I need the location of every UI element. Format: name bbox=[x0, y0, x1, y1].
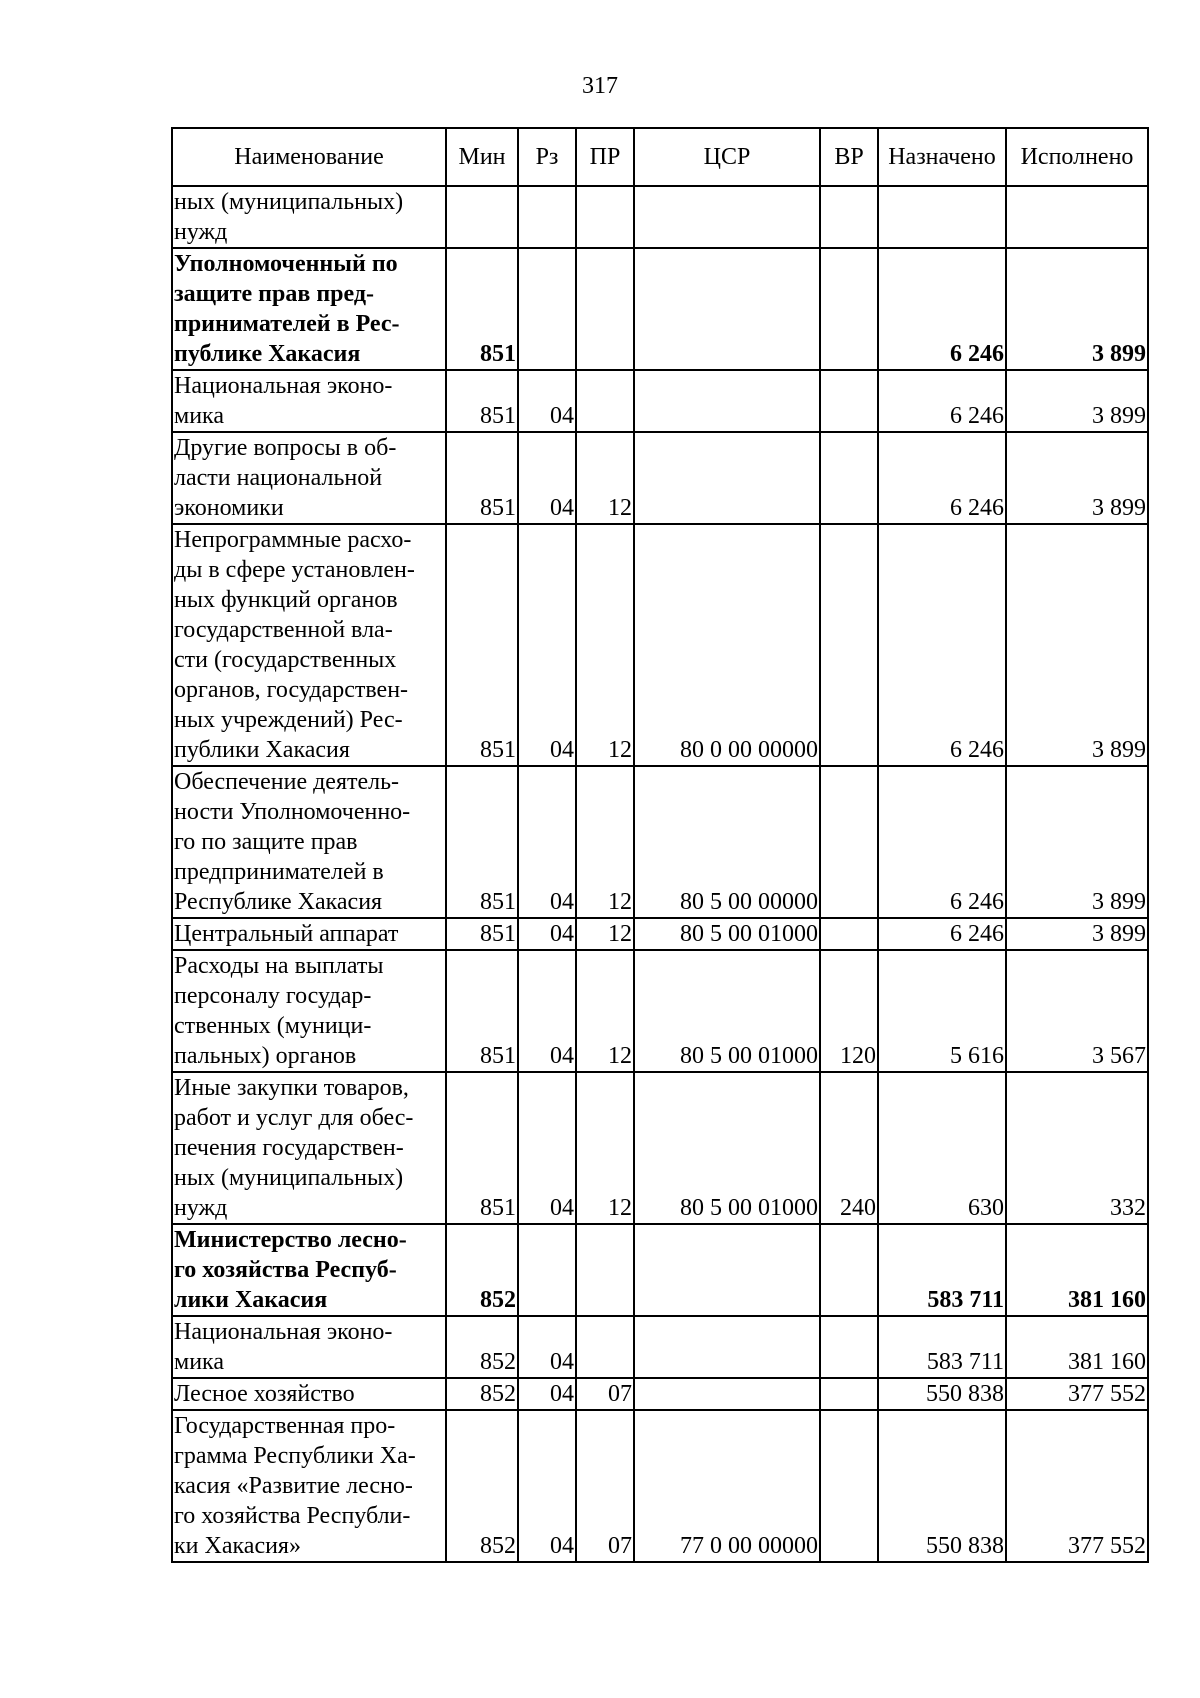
cell-name-line: Государственная про- bbox=[174, 1413, 396, 1439]
cell-executed: 3 899 bbox=[1006, 432, 1148, 524]
cell-pr: 12 bbox=[576, 766, 634, 918]
cell-name-line: ных (муниципальных) bbox=[174, 189, 404, 215]
cell-min: 851 bbox=[446, 950, 518, 1072]
cell-assigned: 6 246 bbox=[878, 524, 1006, 766]
cell-assigned: 6 246 bbox=[878, 248, 1006, 370]
cell-assigned: 630 bbox=[878, 1072, 1006, 1224]
cell-min: 852 bbox=[446, 1316, 518, 1378]
cell-vr bbox=[820, 1378, 878, 1410]
table-row bbox=[172, 918, 1148, 950]
cell-rz bbox=[518, 1224, 576, 1316]
cell-name-line: мика bbox=[174, 1349, 224, 1375]
cell-name bbox=[172, 370, 446, 432]
cell-name-line: ласти национальной bbox=[174, 465, 383, 491]
cell-name-line: экономики bbox=[174, 495, 284, 521]
table-row bbox=[172, 1224, 1148, 1316]
cell-name-line: ных (муниципальных) bbox=[174, 1165, 404, 1191]
cell-vr bbox=[820, 918, 878, 950]
cell-rz: 04 bbox=[518, 370, 576, 432]
cell-pr bbox=[576, 1224, 634, 1316]
cell-vr bbox=[820, 1410, 878, 1562]
cell-name bbox=[172, 1410, 446, 1562]
cell-name bbox=[172, 950, 446, 1072]
cell-assigned bbox=[878, 186, 1006, 248]
cell-min: 851 bbox=[446, 1072, 518, 1224]
cell-name bbox=[172, 1224, 446, 1316]
cell-assigned: 550 838 bbox=[878, 1378, 1006, 1410]
cell-name-line: ды в сфере установлен- bbox=[174, 557, 415, 583]
table-row bbox=[172, 1410, 1148, 1562]
cell-rz: 04 bbox=[518, 766, 576, 918]
cell-assigned: 6 246 bbox=[878, 432, 1006, 524]
cell-name-line: Национальная эконо- bbox=[174, 1319, 393, 1345]
table-row bbox=[172, 766, 1148, 918]
cell-name bbox=[172, 432, 446, 524]
cell-assigned: 6 246 bbox=[878, 918, 1006, 950]
cell-name-line: касия «Развитие лесно- bbox=[174, 1473, 413, 1499]
cell-rz: 04 bbox=[518, 950, 576, 1072]
cell-name-line: Лесное хозяйство bbox=[174, 1381, 355, 1407]
table-row bbox=[172, 1072, 1148, 1224]
cell-name-line: Непрограммные расхо- bbox=[174, 527, 412, 553]
cell-csr: 80 5 00 01000 bbox=[634, 1072, 820, 1224]
cell-executed: 3 567 bbox=[1006, 950, 1148, 1072]
cell-name-line: ственных (муници- bbox=[174, 1013, 372, 1039]
cell-name-line: го по защите прав bbox=[174, 829, 358, 855]
cell-name-line: публике Хакасия bbox=[174, 341, 361, 367]
cell-pr: 12 bbox=[576, 950, 634, 1072]
cell-vr bbox=[820, 432, 878, 524]
cell-min: 851 bbox=[446, 524, 518, 766]
header-csr: ЦСР bbox=[634, 128, 820, 186]
cell-csr bbox=[634, 1378, 820, 1410]
cell-rz: 04 bbox=[518, 1378, 576, 1410]
header-executed: Исполнено bbox=[1006, 128, 1148, 186]
cell-name-line: работ и услуг для обес- bbox=[174, 1105, 414, 1131]
cell-name-line: Расходы на выплаты bbox=[174, 953, 384, 979]
table-row bbox=[172, 524, 1148, 766]
cell-pr bbox=[576, 248, 634, 370]
cell-assigned: 6 246 bbox=[878, 370, 1006, 432]
table-row bbox=[172, 248, 1148, 370]
cell-vr bbox=[820, 186, 878, 248]
cell-rz: 04 bbox=[518, 432, 576, 524]
cell-pr: 12 bbox=[576, 1072, 634, 1224]
cell-name-line: печения государствен- bbox=[174, 1135, 404, 1161]
cell-csr bbox=[634, 1316, 820, 1378]
cell-min: 852 bbox=[446, 1224, 518, 1316]
cell-rz bbox=[518, 186, 576, 248]
cell-csr bbox=[634, 370, 820, 432]
cell-name-line: персоналу государ- bbox=[174, 983, 372, 1009]
cell-rz bbox=[518, 248, 576, 370]
cell-min: 851 bbox=[446, 370, 518, 432]
cell-min: 851 bbox=[446, 432, 518, 524]
table-header-row bbox=[172, 128, 1148, 186]
page-number: 317 bbox=[582, 73, 618, 99]
cell-vr: 240 bbox=[820, 1072, 878, 1224]
budget-table bbox=[171, 127, 1149, 1563]
cell-pr: 12 bbox=[576, 432, 634, 524]
cell-executed bbox=[1006, 186, 1148, 248]
cell-assigned: 583 711 bbox=[878, 1316, 1006, 1378]
cell-vr bbox=[820, 766, 878, 918]
cell-min: 851 bbox=[446, 766, 518, 918]
cell-vr: 120 bbox=[820, 950, 878, 1072]
cell-csr: 80 5 00 01000 bbox=[634, 950, 820, 1072]
cell-name bbox=[172, 186, 446, 248]
cell-name-line: ности Уполномоченно- bbox=[174, 799, 411, 825]
cell-csr bbox=[634, 248, 820, 370]
table-row bbox=[172, 1378, 1148, 1410]
cell-name bbox=[172, 1316, 446, 1378]
cell-min: 851 bbox=[446, 248, 518, 370]
cell-executed: 381 160 bbox=[1006, 1316, 1148, 1378]
table-row bbox=[172, 370, 1148, 432]
cell-csr: 80 5 00 01000 bbox=[634, 918, 820, 950]
cell-name-line: публики Хакасия bbox=[174, 737, 350, 763]
cell-name-line: Центральный аппарат bbox=[174, 921, 399, 947]
cell-name-line: пальных) органов bbox=[174, 1043, 357, 1069]
cell-vr bbox=[820, 524, 878, 766]
cell-name-line: Уполномоченный по bbox=[174, 251, 398, 277]
cell-min bbox=[446, 186, 518, 248]
cell-name bbox=[172, 1378, 446, 1410]
cell-name-line: нужд bbox=[174, 1195, 228, 1221]
cell-pr bbox=[576, 186, 634, 248]
cell-name-line: грамма Республики Ха- bbox=[174, 1443, 416, 1469]
cell-name-line: органов, государствен- bbox=[174, 677, 409, 703]
cell-name-line: лики Хакасия bbox=[174, 1287, 328, 1313]
cell-pr: 07 bbox=[576, 1410, 634, 1562]
cell-executed: 3 899 bbox=[1006, 248, 1148, 370]
cell-rz: 04 bbox=[518, 1316, 576, 1378]
table-row bbox=[172, 950, 1148, 1072]
cell-name bbox=[172, 248, 446, 370]
cell-executed: 3 899 bbox=[1006, 766, 1148, 918]
cell-assigned: 6 246 bbox=[878, 766, 1006, 918]
cell-csr bbox=[634, 1224, 820, 1316]
cell-name-line: Иные закупки товаров, bbox=[174, 1075, 409, 1101]
cell-executed: 381 160 bbox=[1006, 1224, 1148, 1316]
cell-min: 852 bbox=[446, 1410, 518, 1562]
cell-name-line: сти (государственных bbox=[174, 647, 397, 673]
cell-pr: 12 bbox=[576, 918, 634, 950]
cell-executed: 377 552 bbox=[1006, 1410, 1148, 1562]
cell-name-line: Министерство лесно- bbox=[174, 1227, 407, 1253]
cell-csr: 77 0 00 00000 bbox=[634, 1410, 820, 1562]
cell-name-line: го хозяйства Респуб- bbox=[174, 1257, 397, 1283]
cell-rz: 04 bbox=[518, 1410, 576, 1562]
cell-executed: 3 899 bbox=[1006, 918, 1148, 950]
cell-name-line: Обеспечение деятель- bbox=[174, 769, 400, 795]
cell-rz: 04 bbox=[518, 918, 576, 950]
cell-name bbox=[172, 918, 446, 950]
cell-executed: 332 bbox=[1006, 1072, 1148, 1224]
cell-name-line: Другие вопросы в об- bbox=[174, 435, 397, 461]
cell-executed: 377 552 bbox=[1006, 1378, 1148, 1410]
header-name: Наименование bbox=[172, 128, 446, 186]
header-rz: Рз bbox=[518, 128, 576, 186]
cell-name-line: защите прав пред- bbox=[174, 281, 374, 307]
cell-pr bbox=[576, 1316, 634, 1378]
cell-vr bbox=[820, 1224, 878, 1316]
cell-csr: 80 0 00 00000 bbox=[634, 524, 820, 766]
table-row bbox=[172, 1316, 1148, 1378]
cell-name-line: ных функций органов bbox=[174, 587, 398, 613]
cell-min: 851 bbox=[446, 918, 518, 950]
cell-name-line: предпринимателей в bbox=[174, 859, 384, 885]
cell-executed: 3 899 bbox=[1006, 524, 1148, 766]
cell-vr bbox=[820, 370, 878, 432]
cell-vr bbox=[820, 1316, 878, 1378]
cell-name-line: принимателей в Рес- bbox=[174, 311, 400, 337]
cell-executed: 3 899 bbox=[1006, 370, 1148, 432]
cell-assigned: 583 711 bbox=[878, 1224, 1006, 1316]
cell-name-line: Республике Хакасия bbox=[174, 889, 383, 915]
cell-rz: 04 bbox=[518, 1072, 576, 1224]
cell-csr: 80 5 00 00000 bbox=[634, 766, 820, 918]
header-min: Мин bbox=[446, 128, 518, 186]
cell-name-line: Национальная эконо- bbox=[174, 373, 393, 399]
cell-name-line: ных учреждений) Рес- bbox=[174, 707, 403, 733]
cell-assigned: 5 616 bbox=[878, 950, 1006, 1072]
cell-name-line: государственной вла- bbox=[174, 617, 393, 643]
cell-rz: 04 bbox=[518, 524, 576, 766]
cell-csr bbox=[634, 186, 820, 248]
header-pr: ПР bbox=[576, 128, 634, 186]
cell-min: 852 bbox=[446, 1378, 518, 1410]
header-assigned: Назначено bbox=[878, 128, 1006, 186]
table-row bbox=[172, 186, 1148, 248]
table-row bbox=[172, 432, 1148, 524]
cell-name bbox=[172, 1072, 446, 1224]
header-vr: ВР bbox=[820, 128, 878, 186]
cell-csr bbox=[634, 432, 820, 524]
cell-name-line: нужд bbox=[174, 219, 228, 245]
cell-name-line: го хозяйства Республи- bbox=[174, 1503, 411, 1529]
cell-name bbox=[172, 524, 446, 766]
table-body bbox=[172, 186, 1148, 1562]
cell-vr bbox=[820, 248, 878, 370]
cell-pr: 12 bbox=[576, 524, 634, 766]
cell-assigned: 550 838 bbox=[878, 1410, 1006, 1562]
cell-name bbox=[172, 766, 446, 918]
cell-name-line: ки Хакасия» bbox=[174, 1533, 301, 1559]
cell-pr bbox=[576, 370, 634, 432]
cell-pr: 07 bbox=[576, 1378, 634, 1410]
cell-name-line: мика bbox=[174, 403, 224, 429]
